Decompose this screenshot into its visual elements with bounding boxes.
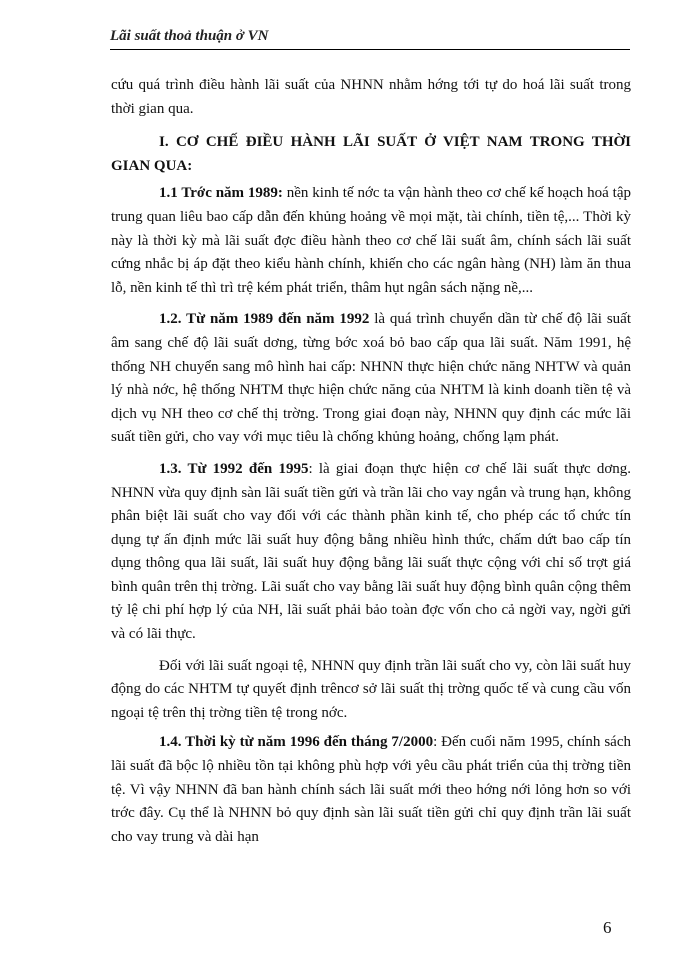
page-number: 6 <box>603 918 612 937</box>
intro-continuation: cứu quá trình điều hành lãi suất của NHNN nhằm hớng tới tự do hoá lãi suất trong thời gian qua. <box>111 77 631 117</box>
paragraph-1-4 <box>111 731 631 849</box>
paragraph-1-1-text: nền kinh tế nớc ta vận hành theo cơ chế kế hoạch hoá tập trung quan liêu bao cấp dẫn đến khủng hoảng về mọi mặt, tài chính, tiền tệ,... Thời kỳ này là thời kỳ mà lãi suất đợc điều hành theo cơ chế lãi suất âm, chính sách lãi suất cứng nhắc bị áp đặt theo kiểu hành chính, khiến cho các ngân hàng (NH) làm ăn thua lỗ, nền kinh tế thì trì trệ kém phát triển, thâm hụt ngân sách nặng nề,... <box>111 185 631 296</box>
paragraph-1-3 <box>111 458 631 647</box>
paragraph-1-3-text: : là giai đoạn thực hiện cơ chế lãi suất thực dơng. NHNN vừa quy định sàn lãi suất tiền gửi và trần lãi cho vay ngắn và trung hạn, không phân biệt lãi suất cho vay đối với các thành phần kinh tế, cho phép các tổ chức tín dụng tự ấn định mức lãi suất huy động bằng nhiều hình thức, chấm dứt bao cấp tín dụng thông qua lãi suất, lãi suất huy động bằng lãi suất thực cộng với chỉ số trợt giá bình quân trên thị trờng. Lãi suất cho vay bằng lãi suất huy động bình quân cộng thêm tỷ lệ chi phí hợp lý của NH, lãi suất phải bảo toàn đợc vốn cho cả ngời vay, ngời gửi và có lãi thực. <box>111 460 632 643</box>
paragraph-1-1 <box>111 182 631 300</box>
paragraph-1-2 <box>111 308 631 450</box>
body-text <box>111 74 631 855</box>
section-heading: I. CƠ CHẾ ĐIỀU HÀNH LÃI SUẤT Ở VIỆT NAM TRONG THỜI GIAN QUA: <box>111 134 631 174</box>
header-divider <box>110 49 630 50</box>
paragraph-1-4-text: : Đến cuối năm 1995, chính sách lãi suất đã bộc lộ nhiều tồn tại không phù hợp với yêu cầu phát triển của thị trờng tiền tệ. Vì vậy NHNN đã ban hành chính sách lãi suất mới theo hớng nới lỏng hơn so với trớc đây. Cụ thể là NHNN bỏ quy định sàn lãi suất tiền gửi chỉ quy định trần lãi suất cho vay trung và dài hạn <box>111 734 631 845</box>
paragraph-1-3-lead: 1.3. Từ 1992 đến 1995 <box>159 460 309 477</box>
paragraph-1-2-text: là quá trình chuyển dần từ chế độ lãi suất âm sang chế độ lãi suất dơng, từng bớc xoá bỏ bao cấp qua lãi suất. Năm 1991, hệ thống NH chuyển sang mô hình hai cấp: NHNN thực hiện chức năng NHTW và quản lý nhà nớc, hệ thống NHTM thực hiện chức năng của NHTM là kinh doanh tiền tệ và dịch vụ NH theo cơ chế thị trờng. Trong giai đoạn này, NHNN quy định các mức lãi suất tiền gửi, cho vay với mục tiêu là chống khủng hoảng, chống lạm phát. <box>111 311 631 446</box>
paragraph-1-2-lead: 1.2. Từ năm 1989 đến năm 1992 <box>159 311 370 328</box>
paragraph-foreign-currency: Đối với lãi suất ngoại tệ, NHNN quy định trần lãi suất cho vy, còn lãi suất huy động do các NHTM tự quyết định trêncơ sở lãi suất thị trờng quốc tế và cung cầu vốn ngoại tệ trên thị trờng tiền tệ trong nớc. <box>111 657 631 721</box>
paragraph-1-4-lead: 1.4. Thời kỳ từ năm 1996 đến tháng 7/2000 <box>159 734 434 751</box>
running-header: Lãi suất thoả thuận ở VN <box>110 28 269 44</box>
paragraph-1-1-lead: 1.1 Trớc năm 1989: <box>159 185 283 202</box>
